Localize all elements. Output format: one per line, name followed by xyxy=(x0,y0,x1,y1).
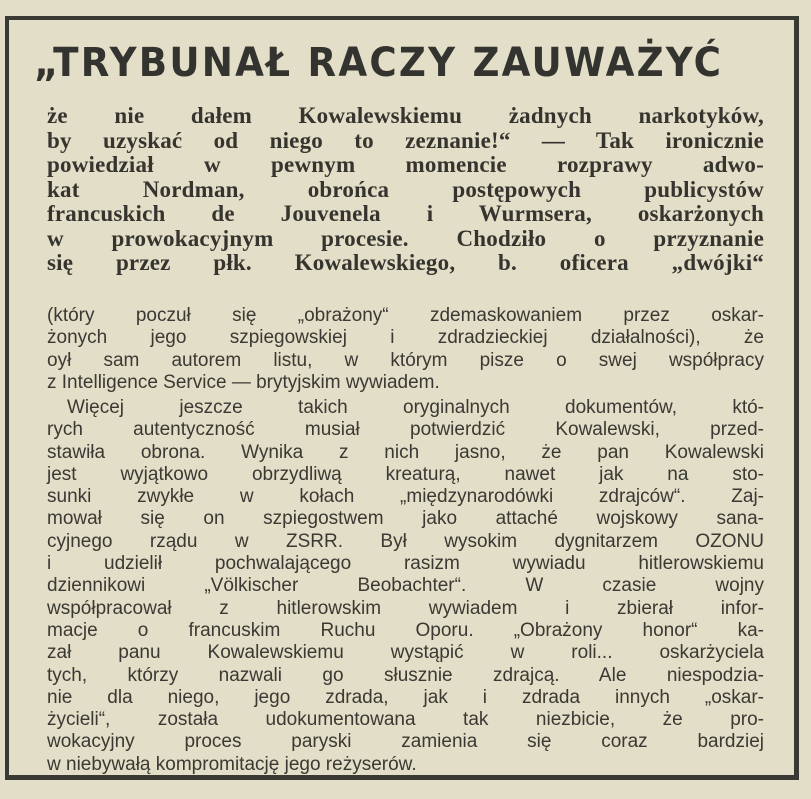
lead-line: w prowokacyjnym procesie. Chodziło o przyznanie xyxy=(47,225,764,251)
article-lead xyxy=(47,104,764,276)
body-line: współpracował z hitlerowskim wywiadem i zbierał infor- xyxy=(47,597,764,619)
lead-line: by uzyskać od niego to zeznanie!“ — Tak ironicznie xyxy=(47,127,764,153)
body-line: oył sam autorem listu, w którym pisze o swej współpracy xyxy=(47,349,764,371)
body-line: z Intelligence Service — brytyjskim wywiadem. xyxy=(47,371,440,393)
article-headline: „TRYBUNAŁ RACZY ZAUWAŻYĆ xyxy=(34,40,724,86)
lead-line: się przez płk. Kowalewskiego, b. oficera „dwójki“ xyxy=(47,250,764,275)
body-line: żonych jego szpiegowskiej i zdradzieckiej działalności), że xyxy=(47,327,764,349)
body-line: dziennikowi „Völkischer Beobachter“. W czasie wojny xyxy=(47,575,764,597)
body-line: zał panu Kowalewskiemu wystąpić w roli... oskarżyciela xyxy=(47,642,764,664)
body-line: życieli“, została udokumentowana tak niezbicie, że pro- xyxy=(47,709,764,731)
body-line: rych autentyczność musiał potwierdzić Kowalewski, przed- xyxy=(47,419,764,441)
body-line: mował się on szpiegostwem jako attaché wojskowy sana- xyxy=(47,508,764,530)
lead-line: francuskich de Jouvenela i Wurmsera, oskarżonych xyxy=(47,201,764,226)
body-line: (który poczuł się „obrażony“ zdemaskowaniem przez oskar- xyxy=(47,305,764,326)
body-line: sunki zwykłe w kołach „międzynarodówki zdrajców“. Zaj- xyxy=(47,486,764,508)
body-line: wokacyjny proces paryski zamienia się coraz bardziej xyxy=(47,731,764,753)
body-line: tych, którzy nazwali go słusznie zdrajcą. Ale niespodzia- xyxy=(47,664,764,686)
article-paragraph-2 xyxy=(47,397,764,776)
article-paragraph-1 xyxy=(47,305,764,394)
body-line: macje o francuskim Ruchu Oporu. „Obrażony honor“ ka- xyxy=(47,619,764,641)
body-line: Więcej jeszcze takich oryginalnych dokumentów, któ- xyxy=(67,397,764,418)
body-line: nie dla niego, jego zdrada, jak i zdrada innych „oskar- xyxy=(47,686,764,708)
body-line: stawiła obrona. Wynika z nich jasno, że pan Kowalewski xyxy=(47,441,764,463)
body-line: w niebywałą kompromitację jego reżyserów. xyxy=(47,753,417,775)
lead-line: powiedział w pewnym momencie rozprawy adwo- xyxy=(47,152,764,177)
body-line: cyjnego rządu w ZSRR. Był wysokim dygnitarzem OZONU xyxy=(47,530,764,552)
body-line: jest wyjątkowo obrzydliwą kreaturą, nawet jak na sto- xyxy=(47,463,764,485)
body-line: i udzielił pochwalającego rasizm wywiadu hitlerowskiemu xyxy=(47,553,764,575)
lead-line: kat Nordman, obrońca postępowych publicystów xyxy=(47,176,764,202)
lead-line: że nie dałem Kowalewskiemu żadnych narkotyków, xyxy=(47,103,764,128)
